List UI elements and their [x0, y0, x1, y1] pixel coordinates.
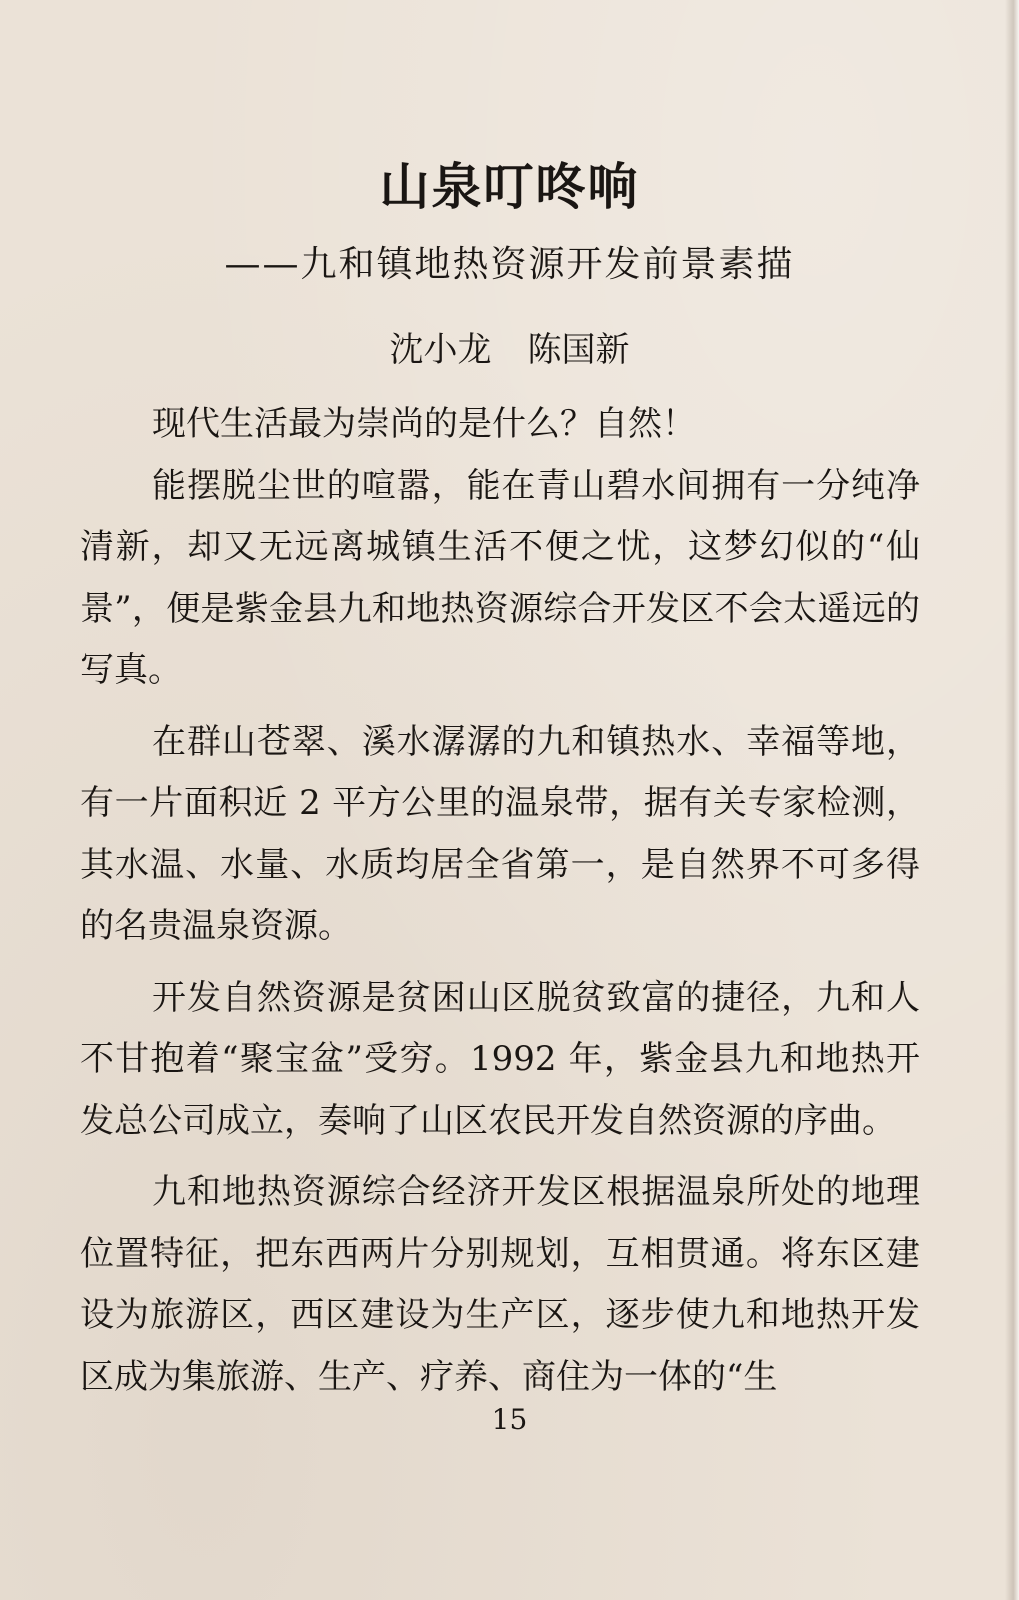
paragraph: 开发自然资源是贫困山区脱贫致富的捷径，九和人不甘抱着“聚宝盆”受穷。1992 年，紫金县九和地热开发总公司成立，奏响了山区农民开发自然资源的序曲。 [80, 977, 920, 1141]
author-name: 沈小龙 [389, 330, 492, 370]
paragraph: 九和地热资源综合经济开发区根据温泉所处的地理位置特征，把东西两片分别规划，互相贯通。将东区建设为旅游区，西区建设为生产区，逐步使九和地热开发区成为集旅游、生产、疗养、商住为一体的“生 [80, 1172, 920, 1397]
article-body [80, 394, 920, 1408]
article-authors [0, 326, 1019, 374]
author-name: 陈国新 [527, 330, 630, 370]
page-number: 15 [491, 1403, 528, 1436]
article-subtitle: ——九和镇地热资源开发前景素描 [224, 244, 795, 285]
paragraph: 在群山苍翠、溪水潺潺的九和镇热水、幸福等地，有一片面积近 2 平方公里的温泉带，据有关专家检测，其水温、水量、水质均居全省第一，是自然界不可多得的名贵温泉资源。 [80, 721, 920, 946]
paragraph: 现代生活最为崇尚的是什么？自然！ [152, 404, 696, 444]
article-title: 山泉叮咚响 [379, 158, 640, 216]
paragraph: 能摆脱尘世的喧嚣，能在青山碧水间拥有一分纯净清新，却又无远离城镇生活不便之忧，这梦幻似的“仙景”，便是紫金县九和地热资源综合开发区不会太遥远的写真。 [80, 465, 920, 690]
